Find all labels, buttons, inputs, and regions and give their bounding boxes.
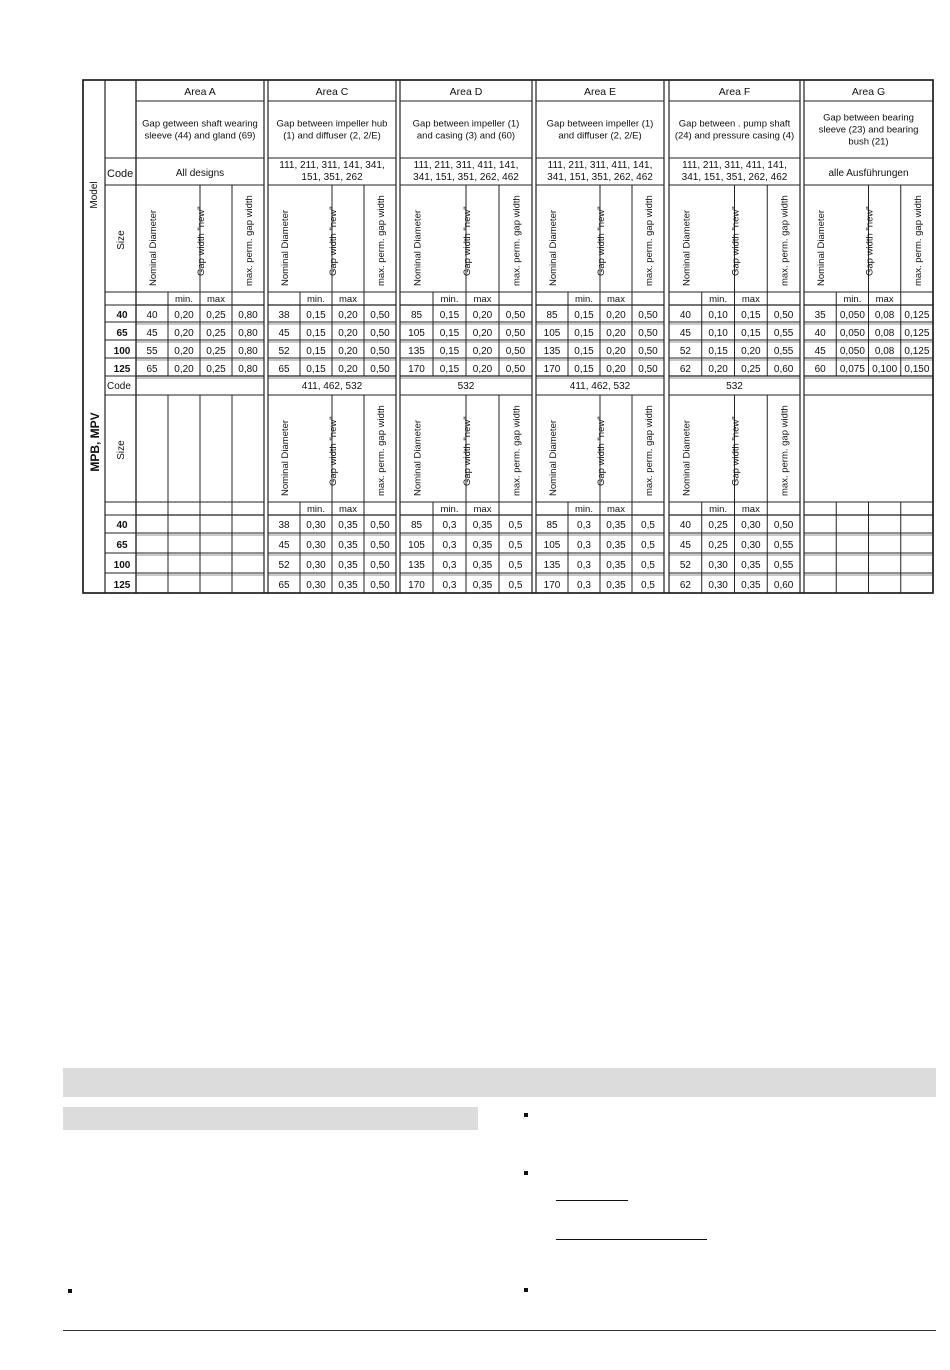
area-code: 411, 462, 532 <box>569 381 631 392</box>
subsection-heading-bar <box>63 1107 478 1130</box>
area-description: Gap between impeller hub <box>276 118 388 130</box>
column-header: Nominal Diameter <box>548 419 559 496</box>
area-description: Gap between impeller (1) <box>412 118 520 130</box>
table-value: 0,50 <box>505 328 526 339</box>
table-value: 0,5 <box>641 560 655 571</box>
table-value: 170 <box>408 364 425 375</box>
table-value: 0,20 <box>472 364 493 375</box>
table-value: 0,35 <box>472 580 493 591</box>
column-header: max. perm. gap width <box>779 195 791 286</box>
table-value: 0,10 <box>708 310 728 321</box>
table-value: 0,30 <box>708 560 728 571</box>
table-value: 0,25 <box>206 364 226 375</box>
underline-rule <box>556 1239 707 1240</box>
table-value: 0,20 <box>174 346 194 357</box>
max-header: max <box>741 504 760 515</box>
table-value: 0,25 <box>741 364 761 375</box>
min-header: min. <box>440 504 459 515</box>
area-code: 411, 462, 532 <box>301 381 363 392</box>
table-value: 0,5 <box>508 580 523 591</box>
table-value: 0,15 <box>439 346 460 357</box>
bullet-marker <box>68 1289 72 1293</box>
column-header: Nominal Diameter <box>816 209 828 286</box>
column-header: Gap width "new" <box>864 206 876 276</box>
table-value: 0,08 <box>874 328 895 339</box>
column-header: Gap width "new" <box>328 206 339 276</box>
size-value: 65 <box>116 328 128 339</box>
table-value: 52 <box>278 346 290 357</box>
table-value: 0,050 <box>839 310 865 321</box>
code-header: Code <box>107 381 131 392</box>
column-header: max. perm. gap width <box>644 195 655 286</box>
table-value: 0,35 <box>741 560 761 571</box>
table-value: 45 <box>146 328 158 339</box>
size-value: 40 <box>116 520 128 531</box>
table-value: 0,15 <box>439 364 460 375</box>
table-value: 0,3 <box>442 560 457 571</box>
column-header: Gap width "new" <box>596 416 607 486</box>
table-value: 0,20 <box>338 310 358 321</box>
table-value: 0,125 <box>904 328 930 339</box>
column-header: Nominal Diameter <box>681 209 693 286</box>
size-value: 125 <box>113 580 131 591</box>
min-header: min. <box>843 294 862 305</box>
gap-width-table <box>0 0 950 620</box>
area-code: 532 <box>457 381 475 392</box>
table-value: 0,50 <box>370 328 390 339</box>
table-value: 0,50 <box>773 520 794 531</box>
area-title: Area A <box>184 86 216 98</box>
column-header: Gap width "new" <box>196 206 207 276</box>
table-value: 0,30 <box>306 580 326 591</box>
table-value: 0,15 <box>574 310 594 321</box>
table-value: 0,50 <box>370 310 390 321</box>
size-value: 100 <box>113 560 131 571</box>
table-value: 0,5 <box>508 540 523 551</box>
bullet-marker <box>524 1288 528 1292</box>
area-description: and casing (3) and (60) <box>416 130 516 142</box>
size-value: 40 <box>116 310 128 321</box>
area-code: 151, 351, 262 <box>301 172 363 183</box>
table-value: 0,3 <box>577 580 591 591</box>
area-code: 341, 151, 351, 262, 462 <box>547 172 653 183</box>
table-value: 62 <box>679 364 691 375</box>
min-header: min. <box>709 504 728 515</box>
table-value: 0,3 <box>577 520 591 531</box>
column-header: Gap width "new" <box>730 416 742 486</box>
column-header: Nominal Diameter <box>412 209 424 286</box>
column-header: max. perm. gap width <box>912 195 924 286</box>
table-value: 0,35 <box>741 580 761 591</box>
max-header: max <box>207 294 225 305</box>
table-value: 0,10 <box>708 328 728 339</box>
table-value: 170 <box>543 364 561 375</box>
min-header: min. <box>575 504 593 515</box>
table-value: 135 <box>543 346 561 357</box>
table-value: 38 <box>278 520 290 531</box>
table-value: 85 <box>546 520 558 531</box>
area-code: All designs <box>175 168 225 179</box>
max-header: max <box>339 504 357 515</box>
column-header: max. perm. gap width <box>511 195 523 286</box>
table-value: 0,35 <box>472 520 493 531</box>
area-code: 111, 211, 311, 411, 141, <box>682 160 787 171</box>
table-value: 0,50 <box>638 328 658 339</box>
table-value: 0,20 <box>472 310 493 321</box>
table-value: 0,20 <box>606 364 626 375</box>
table-value: 0,60 <box>773 364 794 375</box>
table-value: 0,55 <box>773 328 794 339</box>
table-value: 65 <box>146 364 158 375</box>
table-value: 0,125 <box>904 310 930 321</box>
table-value: 85 <box>546 310 558 321</box>
table-value: 0,50 <box>773 310 794 321</box>
table-value: 0,35 <box>472 540 493 551</box>
column-header: max. perm. gap width <box>644 405 655 496</box>
table-value: 105 <box>408 328 425 339</box>
footer-rule <box>63 1330 936 1331</box>
column-header: Nominal Diameter <box>280 419 291 496</box>
table-value: 0,55 <box>773 346 794 357</box>
column-header: max. perm. gap width <box>244 195 255 286</box>
column-header: Nominal Diameter <box>681 419 693 496</box>
table-value: 0,20 <box>472 328 493 339</box>
table-value: 0,20 <box>708 364 728 375</box>
table-value: 45 <box>278 328 290 339</box>
area-code: 341, 151, 351, 262, 462 <box>681 172 788 183</box>
table-value: 45 <box>679 328 691 339</box>
table-value: 0,15 <box>574 328 594 339</box>
table-value: 0,5 <box>508 520 523 531</box>
bullet-marker <box>524 1113 528 1117</box>
column-header: max. perm. gap width <box>511 405 523 496</box>
table-value: 0,20 <box>606 328 626 339</box>
table-value: 0,15 <box>306 310 326 321</box>
table-value: 0,50 <box>370 346 390 357</box>
max-header: max <box>607 294 625 305</box>
table-value: 0,3 <box>442 580 457 591</box>
column-header: Gap width "new" <box>730 206 742 276</box>
column-header: Gap width "new" <box>596 206 607 276</box>
column-header: Nominal Diameter <box>548 209 559 286</box>
area-title: Area D <box>449 86 483 98</box>
area-code: 341, 151, 351, 262, 462 <box>413 172 519 183</box>
table-value: 40 <box>679 310 691 321</box>
table-value: 0,5 <box>641 580 655 591</box>
area-description: (1) and diffuser (2, 2/E) <box>283 130 381 142</box>
table-value: 0,55 <box>773 560 794 571</box>
area-description: (24) and pressure casing (4) <box>674 130 795 142</box>
model-header: Model <box>89 181 100 209</box>
table-value: 0,15 <box>741 310 761 321</box>
table-value: 0,5 <box>641 520 655 531</box>
table-value: 0,30 <box>708 580 728 591</box>
table-value: 135 <box>408 346 425 357</box>
table-value: 0,35 <box>606 520 626 531</box>
table-value: 40 <box>814 328 826 339</box>
section-heading-bar <box>63 1068 936 1097</box>
table-value: 0,30 <box>306 560 326 571</box>
table-value: 0,25 <box>708 520 728 531</box>
table-value: 0,50 <box>370 520 390 531</box>
table-value: 0,60 <box>773 580 794 591</box>
table-value: 170 <box>408 580 425 591</box>
size-value: 65 <box>116 540 128 551</box>
table-value: 52 <box>679 560 691 571</box>
table-value: 52 <box>278 560 290 571</box>
table-value: 0,30 <box>741 520 761 531</box>
area-code: 111, 211, 311, 141, 341, <box>279 160 385 171</box>
column-header: Gap width "new" <box>462 416 473 486</box>
area-title: Area E <box>583 86 617 98</box>
area-code: 111, 211, 311, 411, 141, <box>547 160 653 171</box>
table-value: 0,50 <box>638 310 658 321</box>
max-header: max <box>473 294 492 305</box>
table-value: 45 <box>679 540 691 551</box>
min-header: min. <box>307 294 325 305</box>
table-value: 0,25 <box>206 346 226 357</box>
table-value: 45 <box>814 346 826 357</box>
underline-rule <box>556 1200 628 1201</box>
table-value: 0,80 <box>238 364 258 375</box>
min-header: min. <box>307 504 325 515</box>
area-description: Gap between bearing <box>823 112 914 124</box>
table-value: 0,5 <box>641 540 655 551</box>
table-value: 40 <box>146 310 158 321</box>
max-header: max <box>339 294 357 305</box>
table-value: 105 <box>408 540 425 551</box>
area-code: 111, 211, 311, 411, 141, <box>413 160 519 171</box>
table-value: 52 <box>679 346 691 357</box>
column-header: Gap width "new" <box>462 206 473 276</box>
table-value: 0,3 <box>577 560 591 571</box>
area-description: Gap getween shaft wearing <box>142 118 258 130</box>
size-value: 100 <box>113 346 131 357</box>
table-value: 0,15 <box>306 364 326 375</box>
column-header: max. perm. gap width <box>779 405 791 496</box>
table-value: 62 <box>679 580 691 591</box>
table-value: 45 <box>278 540 290 551</box>
table-value: 0,150 <box>904 364 930 375</box>
table-value: 0,3 <box>442 520 457 531</box>
table-value: 105 <box>543 540 561 551</box>
table-value: 0,25 <box>206 328 226 339</box>
table-value: 0,50 <box>370 560 390 571</box>
table-value: 0,20 <box>606 310 626 321</box>
table-value: 0,50 <box>638 364 658 375</box>
table-value: 135 <box>543 560 561 571</box>
size-value: 125 <box>113 364 131 375</box>
table-value: 0,80 <box>238 346 258 357</box>
area-title: Area G <box>851 86 886 98</box>
bullet-marker <box>524 1171 528 1175</box>
min-header: min. <box>440 294 459 305</box>
area-code: 532 <box>726 381 743 392</box>
max-header: max <box>741 294 760 305</box>
table-value: 60 <box>814 364 826 375</box>
code-header: Code <box>107 168 134 180</box>
table-value: 0,15 <box>306 346 326 357</box>
table-value: 0,15 <box>306 328 326 339</box>
table-value: 0,50 <box>505 346 526 357</box>
table-value: 0,3 <box>577 540 591 551</box>
max-header: max <box>607 504 625 515</box>
table-value: 0,35 <box>606 580 626 591</box>
table-value: 0,20 <box>606 346 626 357</box>
table-value: 0,35 <box>338 560 358 571</box>
column-header: Gap width "new" <box>328 416 339 486</box>
table-value: 0,15 <box>741 328 761 339</box>
table-value: 0,125 <box>904 346 930 357</box>
table-value: 85 <box>410 520 423 531</box>
area-code: alle Ausführungen <box>828 168 909 179</box>
table-value: 0,20 <box>338 364 358 375</box>
table-value: 0,08 <box>874 346 895 357</box>
table-value: 0,050 <box>839 328 865 339</box>
table-value: 0,20 <box>174 328 194 339</box>
max-header: max <box>473 504 492 515</box>
table-value: 135 <box>408 560 425 571</box>
table-value: 55 <box>146 346 158 357</box>
area-description: and diffuser (2, 2/E) <box>558 130 642 142</box>
table-value: 0,35 <box>338 540 358 551</box>
table-value: 0,15 <box>574 346 594 357</box>
min-header: min. <box>575 294 593 305</box>
column-header: max. perm. gap width <box>376 405 387 496</box>
min-header: min. <box>709 294 728 305</box>
area-description: Gap between impeller (1) <box>546 118 654 130</box>
table-value: 0,35 <box>606 560 626 571</box>
table-value: 0,20 <box>174 364 194 375</box>
table-value: 0,30 <box>306 520 326 531</box>
table-value: 0,15 <box>439 328 460 339</box>
table-value: 0,20 <box>472 346 493 357</box>
table-value: 0,20 <box>338 346 358 357</box>
table-value: 0,50 <box>505 310 526 321</box>
max-header: max <box>875 294 894 305</box>
area-description: bush (21) <box>848 136 889 148</box>
column-header: max. perm. gap width <box>376 195 387 286</box>
table-value: 0,50 <box>370 364 390 375</box>
column-header: Nominal Diameter <box>148 209 159 286</box>
table-value: 105 <box>543 328 561 339</box>
area-title: Area C <box>315 86 349 98</box>
table-value: 0,050 <box>839 346 865 357</box>
size-header: Size <box>116 440 127 460</box>
table-value: 0,5 <box>508 560 523 571</box>
table-value: 0,15 <box>574 364 594 375</box>
area-description: Gap between . pump shaft <box>678 118 791 130</box>
table-value: 65 <box>278 580 290 591</box>
table-value: 35 <box>814 310 826 321</box>
table-value: 0,50 <box>638 346 658 357</box>
table-value: 0,15 <box>439 310 460 321</box>
table-value: 40 <box>679 520 691 531</box>
column-header: Nominal Diameter <box>412 419 424 496</box>
min-header: min. <box>175 294 193 305</box>
column-header: Nominal Diameter <box>280 209 291 286</box>
table-value: 0,3 <box>442 540 457 551</box>
table-value: 0,25 <box>206 310 226 321</box>
table-value: 0,50 <box>370 580 390 591</box>
table-value: 0,20 <box>741 346 761 357</box>
table-value: 0,30 <box>306 540 326 551</box>
table-value: 0,075 <box>839 364 865 375</box>
area-description: sleeve (23) and bearing <box>818 124 919 136</box>
table-value: 0,15 <box>708 346 728 357</box>
table-value: 0,20 <box>338 328 358 339</box>
table-value: 0,25 <box>708 540 728 551</box>
table-value: 65 <box>278 364 290 375</box>
table-value: 0,35 <box>606 540 626 551</box>
table-value: 170 <box>543 580 561 591</box>
size-header: Size <box>116 230 127 250</box>
table-value: 0,30 <box>741 540 761 551</box>
table-value: 0,50 <box>370 540 390 551</box>
table-value: 0,50 <box>505 364 526 375</box>
area-title: Area F <box>718 86 751 98</box>
table-value: 0,80 <box>238 328 258 339</box>
table-value: 0,100 <box>872 364 898 375</box>
table-value: 85 <box>410 310 423 321</box>
table-value: 38 <box>278 310 290 321</box>
model-name: MPB, MPV <box>88 412 102 472</box>
table-value: 0,35 <box>338 580 358 591</box>
table-value: 0,35 <box>472 560 493 571</box>
table-value: 0,35 <box>338 520 358 531</box>
table-value: 0,08 <box>874 310 895 321</box>
table-value: 0,80 <box>238 310 258 321</box>
table-value: 0,55 <box>773 540 794 551</box>
table-value: 0,20 <box>174 310 194 321</box>
area-description: sleeve (44) and gland (69) <box>144 130 256 142</box>
